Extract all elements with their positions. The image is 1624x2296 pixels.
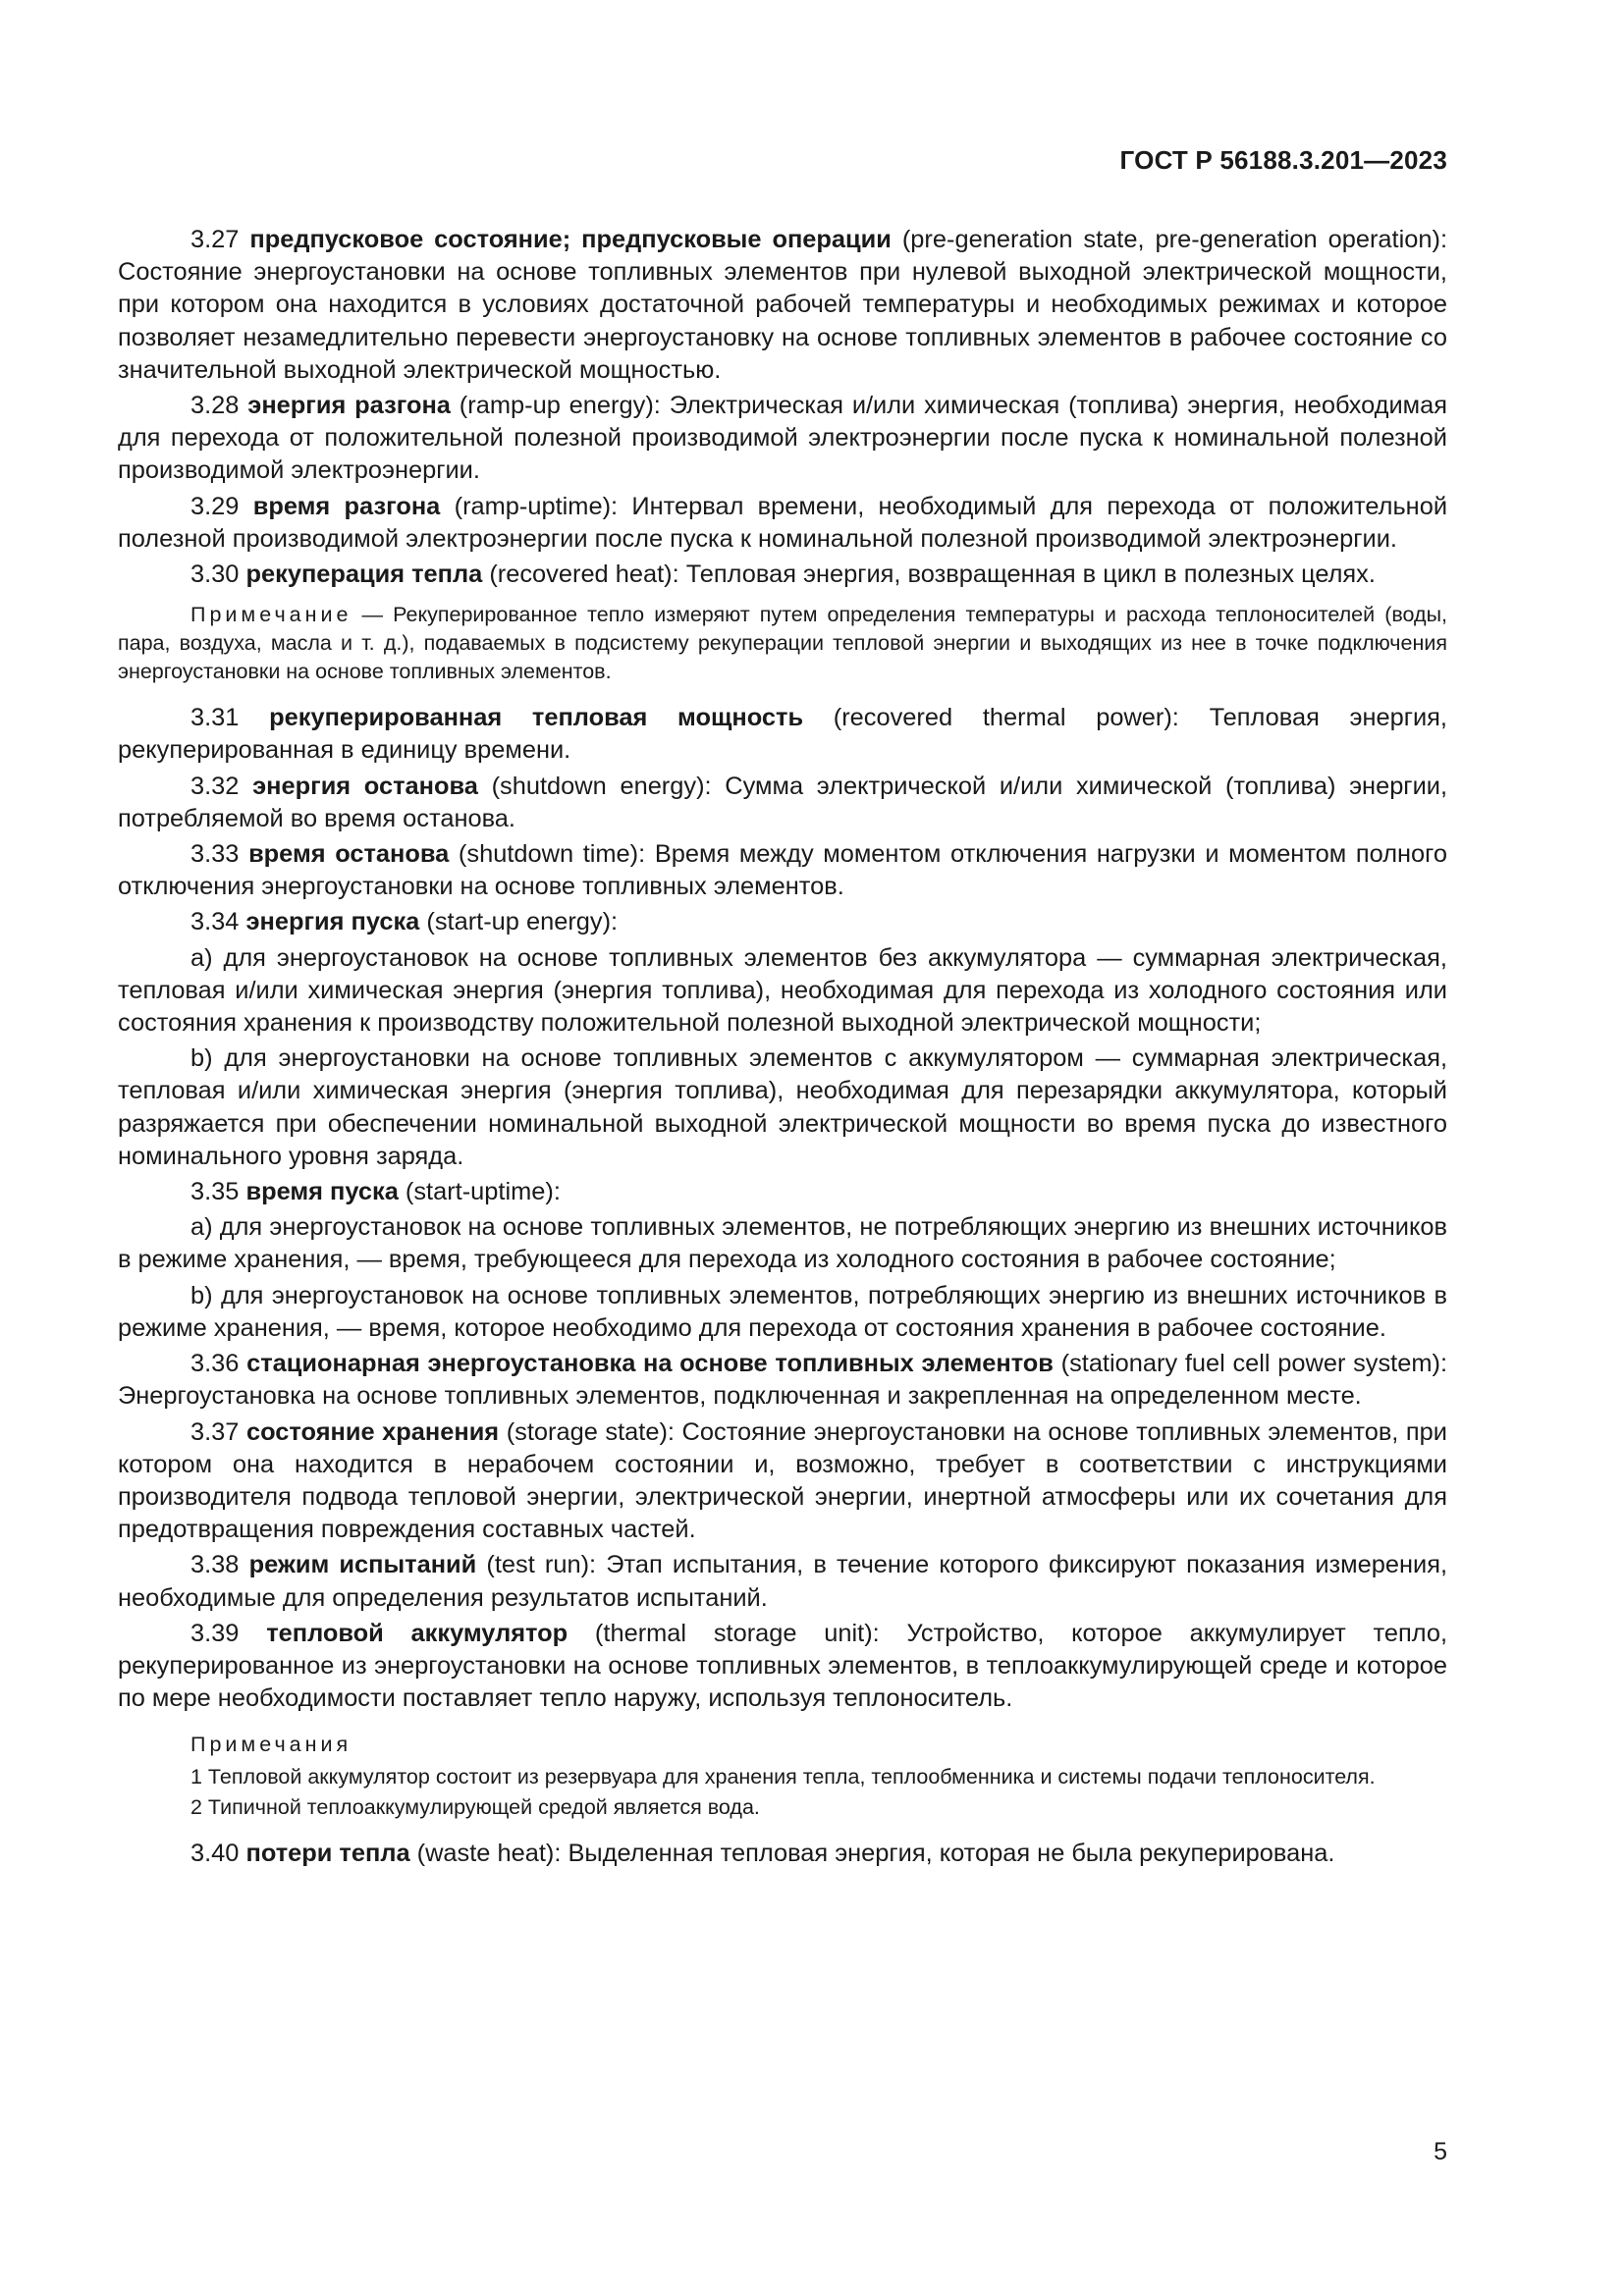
definition-text: (shutdown energy): Сумма электрической и/или химической (топлива) энергии, потребляемой во время останова. xyxy=(118,772,1447,832)
clause-number: 3.39 xyxy=(190,1619,240,1647)
definition-text: (recovered heat): Тепловая энергия, возвращенная в цикл в полезных целях. xyxy=(482,561,1376,589)
notes-label xyxy=(118,1731,1447,1759)
note-body: — Рекуперированное тепло измеряют путем определения температуры и расхода теплоносителей (воды, пара, воздуха, масла и т. д.), подаваемых в подсистему рекуперации тепловой энергии и выходящих из нее в точке подключения энергоустановки на основе топливных элементов. xyxy=(118,603,1447,684)
note-text xyxy=(118,601,1447,686)
clause-number: 3.27 xyxy=(190,226,240,253)
note-label: Примечание xyxy=(190,603,352,627)
definition-3-28 xyxy=(118,390,1447,488)
term: состояние хранения xyxy=(246,1417,500,1446)
definition-3-40 xyxy=(118,1838,1447,1870)
definition-text: (waste heat): Выделенная тепловая энергия, которая не была рекуперирована. xyxy=(409,1840,1335,1868)
clause-number: 3.33 xyxy=(190,840,240,869)
list-item-3-35-b: b) для энергоустановок на основе топливных элементов, потребляющих энергию из внешних источников в режиме хранения, — время, которое необходимо для перехода от состояния хранения в рабочее состояние. xyxy=(118,1281,1447,1342)
term: рекуперированная тепловая мощность xyxy=(269,704,804,732)
notes-label-text: Примечания xyxy=(190,1733,352,1757)
definition-3-38 xyxy=(118,1549,1447,1614)
clause-number: 3.37 xyxy=(190,1417,240,1446)
document-body xyxy=(118,224,1447,1874)
clause-number: 3.35 xyxy=(190,1178,240,1206)
definition-text: (pre-generation state, pre-generation operation): Состояние энергоустановки на основе топливных элементов при нулевой выходной электрической мощности, при котором она находится в условиях достаточной рабочей температуры и необходимых режимах и которое позволяет незамедлительно перевести энергоустановку на основе топливных элементов в рабочее состояние со значительной выходной электрической мощностью. xyxy=(118,226,1447,384)
definition-3-29 xyxy=(118,491,1447,556)
term: энергия останова xyxy=(252,772,478,800)
note-item-1: 1 Тепловой аккумулятор состоит из резервуара для хранения тепла, теплообменника и системы подачи теплоносителя. xyxy=(190,1765,1376,1789)
definition-text: (ramp-uptime): Интервал времени, необходимый для перехода от положительной полезной производимой электроэнергии после пуска к номинальной полезной производимой электроэнергии. xyxy=(118,492,1448,553)
term: рекуперация тепла xyxy=(245,561,483,589)
definition-text: (start-uptime): xyxy=(398,1178,561,1206)
definition-3-31 xyxy=(118,702,1447,767)
note-3-30 xyxy=(118,601,1447,686)
term: потери тепла xyxy=(245,1840,410,1868)
definition-3-39 xyxy=(118,1618,1447,1716)
clause-number: 3.36 xyxy=(190,1350,240,1378)
term: предпусковое состояние; предпусковые операции xyxy=(249,226,892,253)
term: режим испытаний xyxy=(248,1551,477,1579)
term: время останова xyxy=(248,840,450,869)
clause-number: 3.30 xyxy=(190,561,240,589)
note-item-2: 2 Типичной теплоаккумулирующей средой является вода. xyxy=(190,1795,760,1820)
term: энергия разгона xyxy=(247,392,451,420)
clause-number: 3.40 xyxy=(190,1840,240,1868)
notes-3-39 xyxy=(118,1731,1447,1822)
definition-text: (shutdown time): Время между моментом отключения нагрузки и моментом полного отключения энергоустановки на основе топливных элементов. xyxy=(118,840,1447,901)
page-number: 5 xyxy=(1434,2138,1447,2165)
definition-3-27 xyxy=(118,224,1447,387)
definition-text: (stationary fuel cell power system): Энергоустановка на основе топливных элементов, подключенная и закрепленная на определенном месте. xyxy=(118,1350,1448,1411)
definition-text: (start-up energy): xyxy=(419,908,619,936)
term: время разгона xyxy=(252,492,441,520)
list-item-3-34-a: a) для энергоустановок на основе топливных элементов без аккумулятора — суммарная электрическая, тепловая и/или химическая энергия (энергия топлива), необходимая для перехода из холодного состояния или состояния хранения к производству положительной полезной выходной электрической мощности; xyxy=(118,943,1447,1038)
definition-text: (recovered thermal power): Тепловая энергия, рекуперированная в единицу времени. xyxy=(118,704,1447,765)
definition-text: (test run): Этап испытания, в течение которого фиксируют показания измерения, необходимые для определения результатов испытаний. xyxy=(118,1551,1447,1612)
document-header: ГОСТ Р 56188.3.201—2023 xyxy=(1119,145,1447,175)
clause-number: 3.34 xyxy=(190,908,240,936)
term: тепловой аккумулятор xyxy=(266,1619,568,1647)
definition-3-37 xyxy=(118,1416,1447,1547)
list-item-3-34-b: b) для энергоустановки на основе топливных элементов с аккумулятором — суммарная электрическая, тепловая и/или химическая энергия (энергия топлива), необходимая для перезарядки аккумулятора, который разряжается при обеспечении номинальной выходной электрической мощности во время пуска до известного номинального уровня заряда. xyxy=(118,1044,1447,1170)
definition-3-35 xyxy=(118,1176,1447,1208)
clause-number: 3.28 xyxy=(190,392,240,420)
term: время пуска xyxy=(245,1178,399,1206)
definition-text: (thermal storage unit): Устройство, которое аккумулирует тепло, рекуперированное из энергоустановки на основе топливных элементов, в теплоаккумулирующей среде и которое по мере необходимости поставляет тепло наружу, используя теплоноситель. xyxy=(118,1619,1447,1713)
definition-text: (storage state): Состояние энергоустановки на основе топливных элементов, при котором она находится в нерабочем состоянии и, возможно, требует в соответствии с инструкциями производителя подвода тепловой энергии, электрической энергии, инертной атмосферы или их сочетания для предотвращения повреждения составных частей. xyxy=(118,1417,1447,1544)
clause-number: 3.31 xyxy=(190,704,240,732)
definition-3-33 xyxy=(118,838,1447,903)
term: энергия пуска xyxy=(245,908,420,936)
list-item-3-35-a: a) для энергоустановок на основе топливных элементов, не потребляющих энергию из внешних источников в режиме хранения, — время, требующееся для перехода из холодного состояния в рабочее состояние; xyxy=(118,1213,1447,1274)
definition-3-34 xyxy=(118,906,1447,938)
definition-3-36 xyxy=(118,1348,1447,1413)
clause-number: 3.32 xyxy=(190,772,240,800)
clause-number: 3.29 xyxy=(190,492,240,520)
definition-text: (ramp-up energy): Электрическая и/или химическая (топлива) энергия, необходимая для перехода от положительной полезной производимой электроэнергии после пуска к номинальной полезной производимой электроэнергии. xyxy=(118,392,1447,485)
definition-3-32 xyxy=(118,771,1447,835)
term: стационарная энергоустановка на основе топливных элементов xyxy=(246,1350,1054,1378)
definition-3-30 xyxy=(118,559,1447,591)
clause-number: 3.38 xyxy=(190,1551,240,1579)
